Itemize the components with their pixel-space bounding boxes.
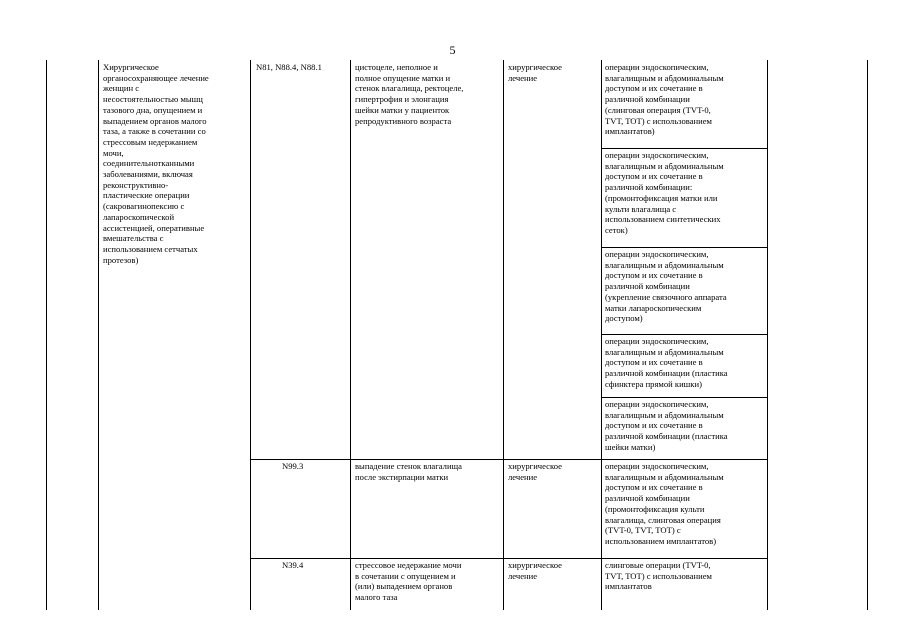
column-divider bbox=[767, 60, 768, 610]
table-border-right bbox=[867, 60, 868, 610]
table-border-left bbox=[46, 60, 47, 610]
column-divider bbox=[98, 60, 99, 610]
column-divider bbox=[601, 60, 602, 610]
treatment-method: операции эндоскопическим, влагалищным и абдоминальным доступом и их сочетание в различной комбинации (слинговая операция (TVT-0, TVT, TOT) с использованием имплантатов) bbox=[605, 62, 724, 137]
row-divider bbox=[601, 397, 768, 398]
diagnosis-description: выпадение стенок влагалища после экстирпации матки bbox=[355, 461, 462, 482]
treatment-method: слинговые операции (TVT-0, TVT, TOT) с использованием имплантатов bbox=[605, 560, 712, 592]
diagnosis-description: стрессовое недержание мочи в сочетании с опущением и (или) выпадением органов малого таза bbox=[355, 560, 462, 603]
treatment-method: операции эндоскопическим, влагалищным и абдоминальным доступом и их сочетание в различной комбинации (пластика шейки матки) bbox=[605, 399, 728, 452]
diagnosis-code: N39.4 bbox=[282, 560, 304, 570]
treatment-type: хирургическое лечение bbox=[508, 560, 562, 581]
treatment-type: хирургическое лечение bbox=[508, 461, 562, 482]
diagnosis-code: N99.3 bbox=[282, 461, 304, 471]
column-divider bbox=[503, 60, 504, 610]
diagnosis-code: N81, N88.4, N88.1 bbox=[256, 62, 322, 72]
condition-description: Хирургическое органосохраняющее лечение женщин с несостоятельностью мышц тазового дна, опущением и выпадением органов малого таза, а также в сочетании со стрессовым недержанием мочи, соединительнотканными заболеваниями, включая реконструктивно- пластические операции (сакровагинопексию с лапароскопической ассистенцией, оперативные вмешательства с использованием сетчатых протезов) bbox=[103, 62, 209, 265]
row-divider bbox=[601, 148, 768, 149]
treatment-method: операции эндоскопическим, влагалищным и абдоминальным доступом и их сочетание в различной комбинации (укрепление связочного аппарата матки лапароскопическим доступом) bbox=[605, 249, 727, 324]
treatment-method: операции эндоскопическим, влагалищным и абдоминальным доступом и их сочетание в различной комбинации: (промонтофиксация матки или культи влагалища с использованием синтетических сеток) bbox=[605, 150, 724, 235]
page-number: 5 bbox=[449, 43, 456, 57]
row-divider bbox=[601, 247, 768, 248]
row-divider bbox=[250, 558, 768, 559]
column-divider bbox=[350, 60, 351, 610]
column-divider bbox=[250, 60, 251, 610]
row-divider bbox=[601, 334, 768, 335]
treatment-method: операции эндоскопическим, влагалищным и абдоминальным доступом и их сочетание в различной комбинации (промонтофиксация культи влагалища, слинговая операция (TVT-0, TVT, TOT) с использованием имплантатов) bbox=[605, 461, 724, 546]
row-divider bbox=[250, 459, 768, 460]
diagnosis-description: цистоцеле, неполное и полное опущение матки и стенок влагалища, ректоцеле, гипертрофия и элонгация шейки матки у пациенток репродуктивного возраста bbox=[355, 62, 464, 126]
treatment-method: операции эндоскопическим, влагалищным и абдоминальным доступом и их сочетание в различной комбинации (пластика сфинктера прямой кишки) bbox=[605, 336, 728, 389]
treatment-type: хирургическое лечение bbox=[508, 62, 562, 83]
